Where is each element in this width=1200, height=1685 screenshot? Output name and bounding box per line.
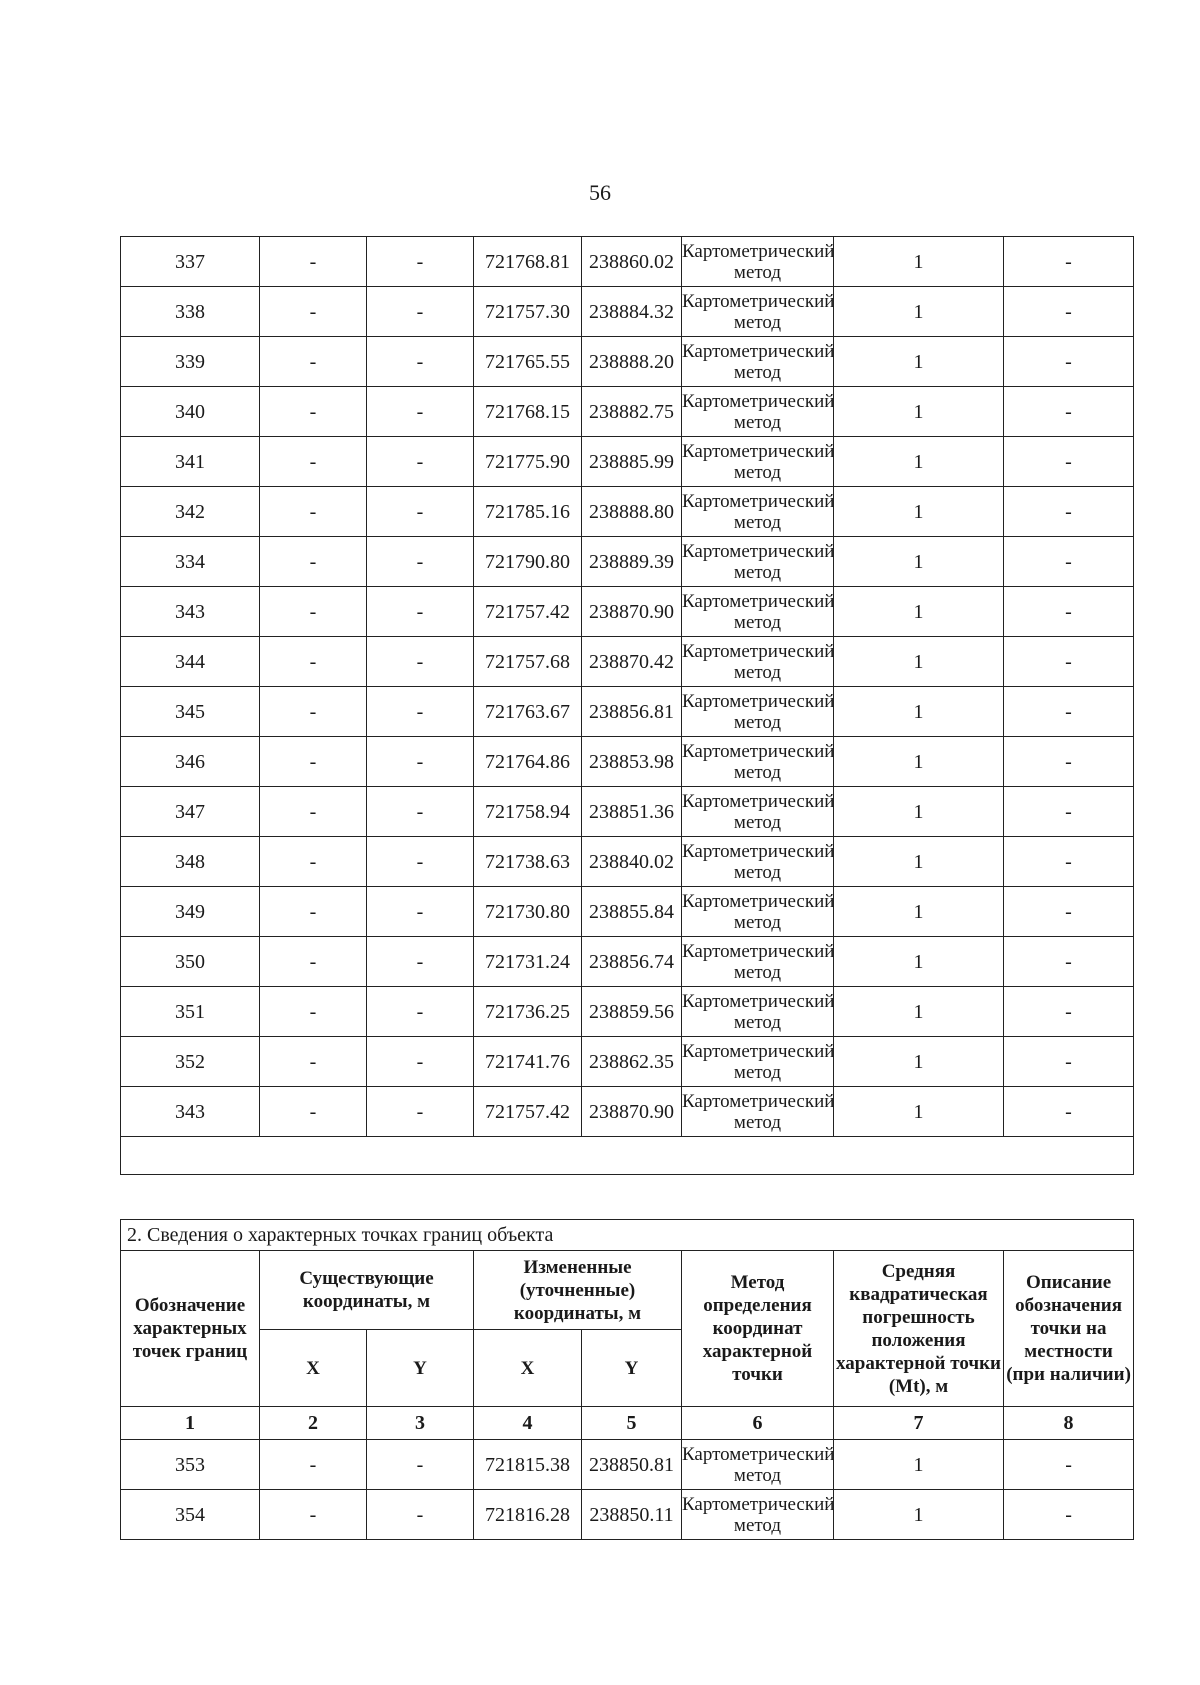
mean-error-cell: 1 [834,387,1004,437]
existing-x-cell: - [260,487,367,537]
table-row [121,1087,1134,1137]
header-existing-y: Y [367,1330,474,1407]
description-cell: - [1004,1440,1134,1490]
method-cell: Картометрический метод [682,1037,834,1087]
changed-y-cell: 238853.98 [582,737,682,787]
changed-x-cell: 721816.28 [474,1490,582,1540]
existing-x-cell: - [260,787,367,837]
existing-y-cell: - [367,537,474,587]
point-id-cell: 337 [121,237,260,287]
table-row [121,487,1134,537]
method-cell: Картометрический метод [682,387,834,437]
existing-x-cell: - [260,587,367,637]
method-cell: Картометрический метод [682,287,834,337]
existing-y-cell: - [367,1440,474,1490]
method-cell: Картометрический метод [682,787,834,837]
mean-error-cell: 1 [834,637,1004,687]
changed-x-cell: 721785.16 [474,487,582,537]
point-id-cell: 343 [121,587,260,637]
existing-x-cell: - [260,387,367,437]
method-cell: Картометрический метод [682,537,834,587]
mean-error-cell: 1 [834,887,1004,937]
boundary-points-body [121,1440,1134,1540]
table-row [121,687,1134,737]
method-cell: Картометрический метод [682,1440,834,1490]
changed-x-cell: 721758.94 [474,787,582,837]
method-cell: Картометрический метод [682,837,834,887]
existing-x-cell: - [260,937,367,987]
table-row [121,887,1134,937]
changed-x-cell: 721741.76 [474,1037,582,1087]
changed-x-cell: 721730.80 [474,887,582,937]
changed-y-cell: 238860.02 [582,237,682,287]
changed-y-cell: 238884.32 [582,287,682,337]
changed-x-cell: 721775.90 [474,437,582,487]
changed-x-cell: 721738.63 [474,837,582,887]
method-cell: Картометрический метод [682,887,834,937]
table-row [121,237,1134,287]
changed-y-cell: 238856.74 [582,937,682,987]
method-cell: Картометрический метод [682,1490,834,1540]
description-cell: - [1004,1087,1134,1137]
header-changed-y: Y [582,1330,682,1407]
description-cell: - [1004,837,1134,887]
column-number-cell: 8 [1004,1407,1134,1440]
method-cell: Картометрический метод [682,687,834,737]
existing-x-cell: - [260,887,367,937]
changed-x-cell: 721736.25 [474,987,582,1037]
method-cell: Картометрический метод [682,487,834,537]
description-cell: - [1004,537,1134,587]
method-cell: Картометрический метод [682,237,834,287]
changed-y-cell: 238888.80 [582,487,682,537]
existing-y-cell: - [367,1490,474,1540]
point-id-cell: 343 [121,1087,260,1137]
point-id-cell: 334 [121,537,260,587]
mean-error-cell: 1 [834,487,1004,537]
table-row [121,1440,1134,1490]
empty-cell [121,1137,1134,1175]
changed-y-cell: 238889.39 [582,537,682,587]
existing-x-cell: - [260,237,367,287]
table-row [121,637,1134,687]
description-cell: - [1004,687,1134,737]
existing-y-cell: - [367,1087,474,1137]
existing-y-cell: - [367,287,474,337]
changed-x-cell: 721757.42 [474,1087,582,1137]
header-description: Описание обозначения точки на местности (при наличии) [1004,1251,1134,1407]
existing-x-cell: - [260,687,367,737]
description-cell: - [1004,737,1134,787]
existing-x-cell: - [260,737,367,787]
existing-x-cell: - [260,637,367,687]
mean-error-cell: 1 [834,687,1004,737]
column-number-cell: 3 [367,1407,474,1440]
changed-x-cell: 721764.86 [474,737,582,787]
mean-error-cell: 1 [834,737,1004,787]
table-row [121,787,1134,837]
table-row [121,1490,1134,1540]
point-id-cell: 348 [121,837,260,887]
points-table-continued [120,236,1134,1175]
changed-y-cell: 238870.90 [582,587,682,637]
changed-y-cell: 238888.20 [582,337,682,387]
method-cell: Картометрический метод [682,737,834,787]
existing-y-cell: - [367,687,474,737]
mean-error-cell: 1 [834,287,1004,337]
description-cell: - [1004,337,1134,387]
mean-error-cell: 1 [834,787,1004,837]
mean-error-cell: 1 [834,837,1004,887]
existing-y-cell: - [367,1037,474,1087]
existing-y-cell: - [367,987,474,1037]
existing-x-cell: - [260,287,367,337]
boundary-points-table [120,1219,1134,1540]
method-cell: Картометрический метод [682,1087,834,1137]
header-existing-x: X [260,1330,367,1407]
mean-error-cell: 1 [834,987,1004,1037]
changed-y-cell: 238862.35 [582,1037,682,1087]
description-cell: - [1004,587,1134,637]
column-numbers-row [121,1407,1134,1440]
description-cell: - [1004,287,1134,337]
existing-y-cell: - [367,937,474,987]
existing-y-cell: - [367,887,474,937]
column-number-cell: 5 [582,1407,682,1440]
mean-error-cell: 1 [834,1037,1004,1087]
description-cell: - [1004,887,1134,937]
header-existing-coords: Существующие координаты, м [260,1251,474,1330]
changed-y-cell: 238870.42 [582,637,682,687]
changed-y-cell: 238870.90 [582,1087,682,1137]
description-cell: - [1004,987,1134,1037]
point-id-cell: 347 [121,787,260,837]
description-cell: - [1004,637,1134,687]
header-designation: Обозначение характерных точек границ [121,1251,260,1407]
point-id-cell: 350 [121,937,260,987]
header-mean-error: Средняя квадратическая погрешность положения характерной точки (Mt), м [834,1251,1004,1407]
existing-x-cell: - [260,1087,367,1137]
existing-y-cell: - [367,737,474,787]
column-number-cell: 6 [682,1407,834,1440]
changed-x-cell: 721768.15 [474,387,582,437]
changed-y-cell: 238856.81 [582,687,682,737]
page-number: 56 [589,180,611,205]
changed-x-cell: 721763.67 [474,687,582,737]
table-row [121,387,1134,437]
column-number-cell: 4 [474,1407,582,1440]
point-id-cell: 341 [121,437,260,487]
method-cell: Картометрический метод [682,437,834,487]
mean-error-cell: 1 [834,537,1004,587]
table-row [121,587,1134,637]
changed-x-cell: 721757.68 [474,637,582,687]
method-cell: Картометрический метод [682,987,834,1037]
header-changed-x: X [474,1330,582,1407]
empty-row [121,1137,1134,1175]
column-number-cell: 2 [260,1407,367,1440]
mean-error-cell: 1 [834,937,1004,987]
column-number-cell: 7 [834,1407,1004,1440]
point-id-cell: 346 [121,737,260,787]
point-id-cell: 342 [121,487,260,537]
changed-x-cell: 721768.81 [474,237,582,287]
changed-x-cell: 721815.38 [474,1440,582,1490]
description-cell: - [1004,387,1134,437]
changed-x-cell: 721757.42 [474,587,582,637]
description-cell: - [1004,487,1134,537]
point-id-cell: 352 [121,1037,260,1087]
existing-y-cell: - [367,237,474,287]
mean-error-cell: 1 [834,1440,1004,1490]
description-cell: - [1004,1490,1134,1540]
table-row [121,537,1134,587]
table-row [121,837,1134,887]
description-cell: - [1004,1037,1134,1087]
point-id-cell: 340 [121,387,260,437]
mean-error-cell: 1 [834,437,1004,487]
existing-y-cell: - [367,487,474,537]
points-table-body [121,237,1134,1175]
changed-y-cell: 238859.56 [582,987,682,1037]
point-id-cell: 354 [121,1490,260,1540]
existing-y-cell: - [367,387,474,437]
table-row [121,337,1134,387]
changed-y-cell: 238840.02 [582,837,682,887]
existing-x-cell: - [260,1490,367,1540]
method-cell: Картометрический метод [682,937,834,987]
changed-x-cell: 721765.55 [474,337,582,387]
mean-error-cell: 1 [834,1490,1004,1540]
description-cell: - [1004,787,1134,837]
point-id-cell: 339 [121,337,260,387]
existing-x-cell: - [260,1440,367,1490]
changed-y-cell: 238850.11 [582,1490,682,1540]
description-cell: - [1004,437,1134,487]
changed-y-cell: 238855.84 [582,887,682,937]
existing-x-cell: - [260,437,367,487]
changed-y-cell: 238851.36 [582,787,682,837]
existing-x-cell: - [260,1037,367,1087]
existing-y-cell: - [367,637,474,687]
changed-x-cell: 721731.24 [474,937,582,987]
section-title: 2. Сведения о характерных точках границ объекта [121,1220,1134,1251]
changed-y-cell: 238885.99 [582,437,682,487]
table-row [121,737,1134,787]
existing-y-cell: - [367,587,474,637]
table-row [121,937,1134,987]
changed-y-cell: 238850.81 [582,1440,682,1490]
table-row [121,987,1134,1037]
existing-y-cell: - [367,437,474,487]
mean-error-cell: 1 [834,1087,1004,1137]
existing-x-cell: - [260,987,367,1037]
existing-x-cell: - [260,537,367,587]
table-row [121,1037,1134,1087]
table-row [121,437,1134,487]
mean-error-cell: 1 [834,337,1004,387]
point-id-cell: 344 [121,637,260,687]
method-cell: Картометрический метод [682,337,834,387]
column-number-cell: 1 [121,1407,260,1440]
changed-x-cell: 721757.30 [474,287,582,337]
changed-y-cell: 238882.75 [582,387,682,437]
point-id-cell: 351 [121,987,260,1037]
mean-error-cell: 1 [834,237,1004,287]
existing-x-cell: - [260,337,367,387]
description-cell: - [1004,237,1134,287]
mean-error-cell: 1 [834,587,1004,637]
point-id-cell: 349 [121,887,260,937]
point-id-cell: 353 [121,1440,260,1490]
existing-y-cell: - [367,337,474,387]
method-cell: Картометрический метод [682,637,834,687]
header-method: Метод определения координат характерной точки [682,1251,834,1407]
table-row [121,287,1134,337]
existing-y-cell: - [367,837,474,887]
header-changed-coords: Измененные (уточненные) координаты, м [474,1251,682,1330]
point-id-cell: 345 [121,687,260,737]
description-cell: - [1004,937,1134,987]
method-cell: Картометрический метод [682,587,834,637]
point-id-cell: 338 [121,287,260,337]
existing-x-cell: - [260,837,367,887]
changed-x-cell: 721790.80 [474,537,582,587]
existing-y-cell: - [367,787,474,837]
